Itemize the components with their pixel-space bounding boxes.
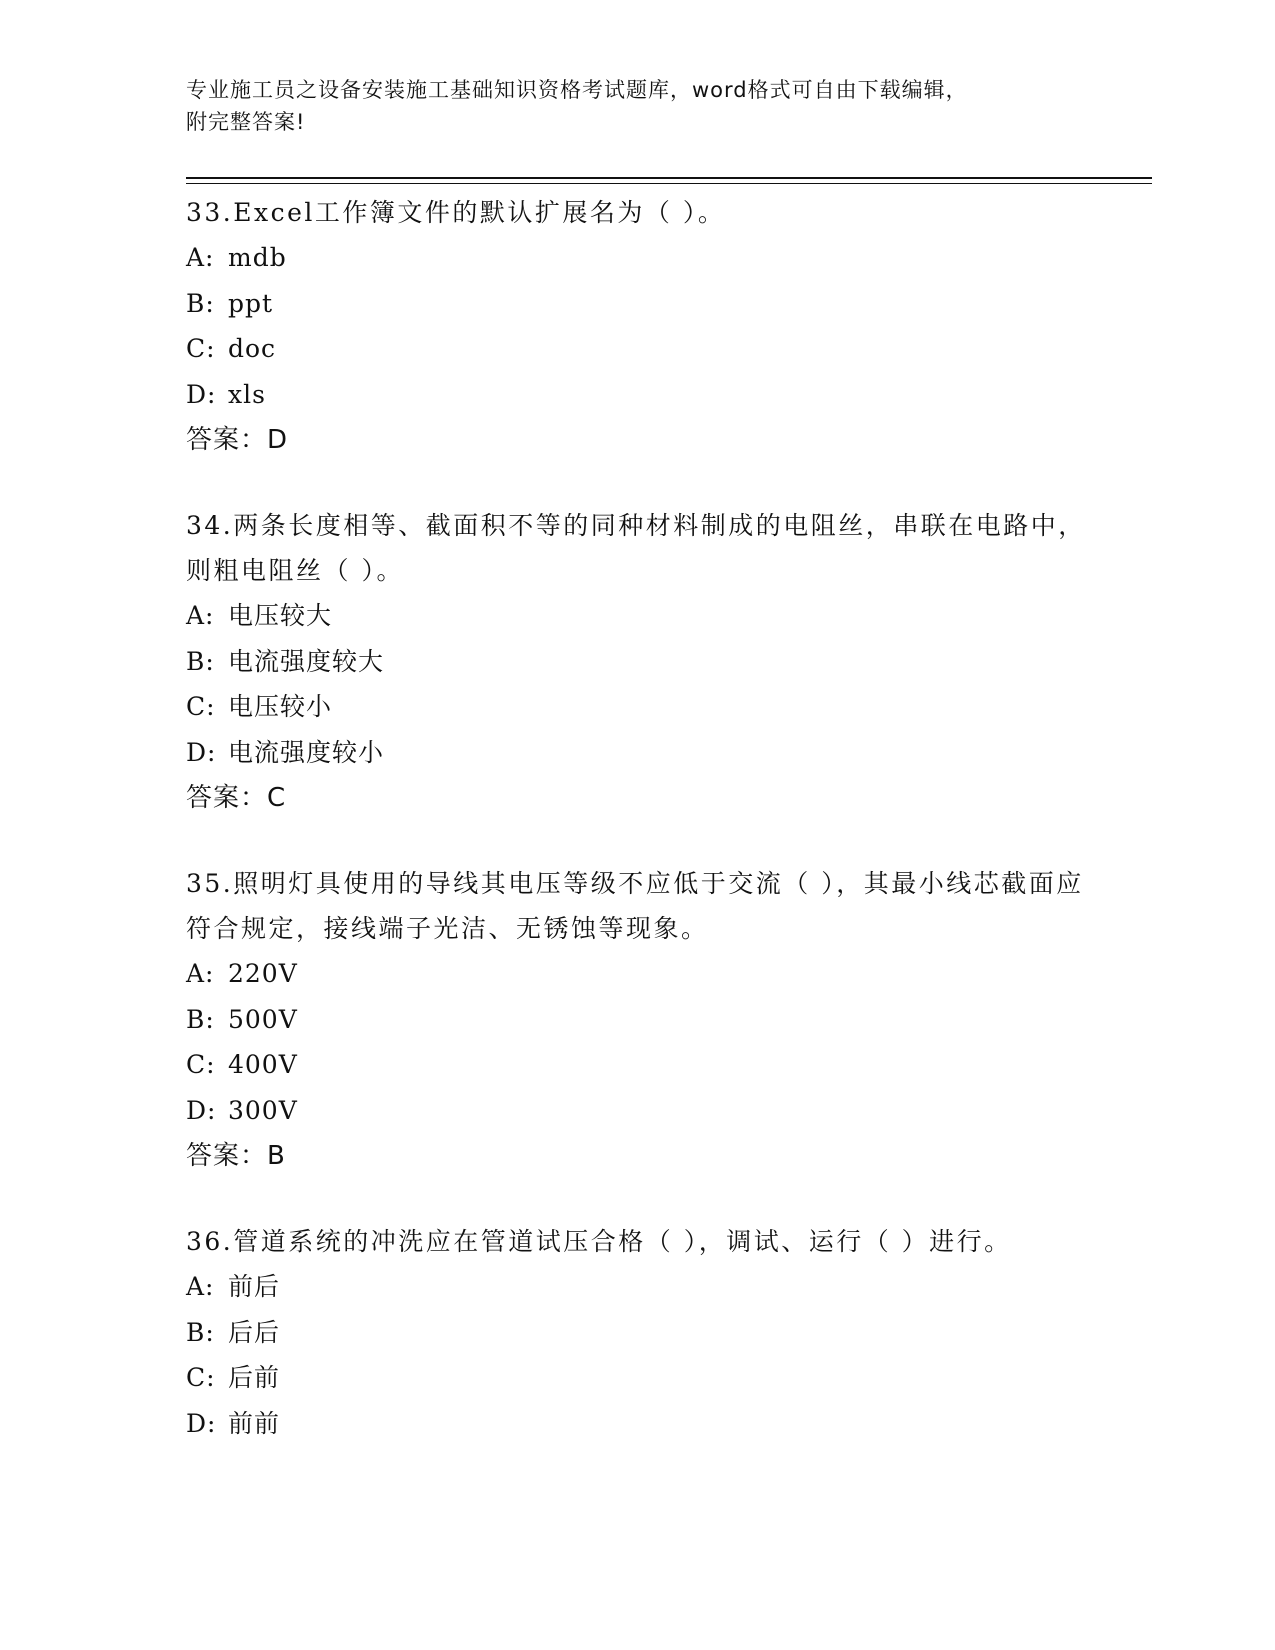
option-c [186, 1355, 1086, 1401]
option-a [186, 1264, 1086, 1310]
question-33 [186, 190, 1086, 463]
option-c [186, 1042, 1086, 1088]
option-label: A: [186, 959, 215, 988]
option-text: 500V [228, 1004, 298, 1034]
option-label: C: [186, 1363, 216, 1392]
option-label: B: [186, 646, 215, 676]
question-34 [186, 503, 1086, 821]
option-b [186, 1310, 1086, 1356]
question-35 [186, 861, 1086, 1179]
option-label: B: [186, 1317, 215, 1347]
header-divider-thick [186, 177, 1152, 179]
option-label: B: [186, 1004, 215, 1034]
option-label: D: [186, 379, 217, 409]
question-36 [186, 1219, 1086, 1446]
option-label: A: [186, 601, 215, 630]
option-label: A: [186, 243, 215, 272]
option-a [186, 235, 1086, 281]
question-text: 33.Excel工作簿文件的默认扩展名为（ ）。 [186, 198, 726, 227]
option-text: mdb [228, 243, 287, 272]
option-label: B: [186, 288, 215, 318]
option-d [186, 730, 1086, 776]
question-text: 36.管道系统的冲洗应在管道试压合格（ ），调试、运行（ ）进行。 [186, 1227, 1012, 1256]
option-c [186, 684, 1086, 730]
option-b [186, 639, 1086, 685]
answer-text: 答案：D [186, 425, 289, 455]
option-text: 后前 [228, 1363, 281, 1392]
option-text: 后后 [228, 1317, 281, 1347]
option-text: 电压较大 [228, 601, 333, 630]
option-label: C: [186, 692, 216, 721]
option-a [186, 951, 1086, 997]
option-d [186, 372, 1086, 418]
option-text: 前前 [228, 1408, 281, 1438]
answer-text: 答案：C [186, 783, 287, 813]
header-line-2: 附完整答案! [186, 110, 306, 134]
option-label: D: [186, 1408, 217, 1438]
header-divider-thin [186, 183, 1152, 184]
header-line-1: 专业施工员之设备安装施工基础知识资格考试题库，word格式可自由下载编辑， [186, 78, 968, 102]
option-text: 300V [228, 1095, 298, 1125]
question-text: 34.两条长度相等、截面积不等的同种材料制成的电阻丝，串联在电路中，则粗电阻丝（ ）。 [186, 511, 1086, 585]
option-label: C: [186, 334, 216, 363]
option-text: 400V [228, 1050, 298, 1079]
question-list [186, 190, 1086, 1486]
option-label: D: [186, 737, 217, 767]
option-label: D: [186, 1095, 217, 1125]
option-a [186, 593, 1086, 639]
option-text: doc [228, 334, 277, 363]
option-c [186, 326, 1086, 372]
option-text: ppt [228, 288, 274, 318]
option-text: 电流强度较大 [228, 646, 385, 676]
option-label: C: [186, 1050, 216, 1079]
option-label: A: [186, 1272, 215, 1301]
option-text: 电压较小 [228, 692, 333, 721]
option-text: 电流强度较小 [228, 737, 385, 767]
option-text: 220V [228, 959, 298, 988]
option-text: xls [228, 379, 266, 409]
option-d [186, 1088, 1086, 1134]
option-b [186, 281, 1086, 327]
option-d [186, 1401, 1086, 1447]
question-text: 35.照明灯具使用的导线其电压等级不应低于交流（ ），其最小线芯截面应符合规定，接线端子光洁、无锈蚀等现象。 [186, 869, 1084, 943]
option-text: 前后 [228, 1272, 281, 1301]
document-header [186, 74, 1066, 138]
answer-text: 答案：B [186, 1141, 286, 1171]
option-b [186, 997, 1086, 1043]
